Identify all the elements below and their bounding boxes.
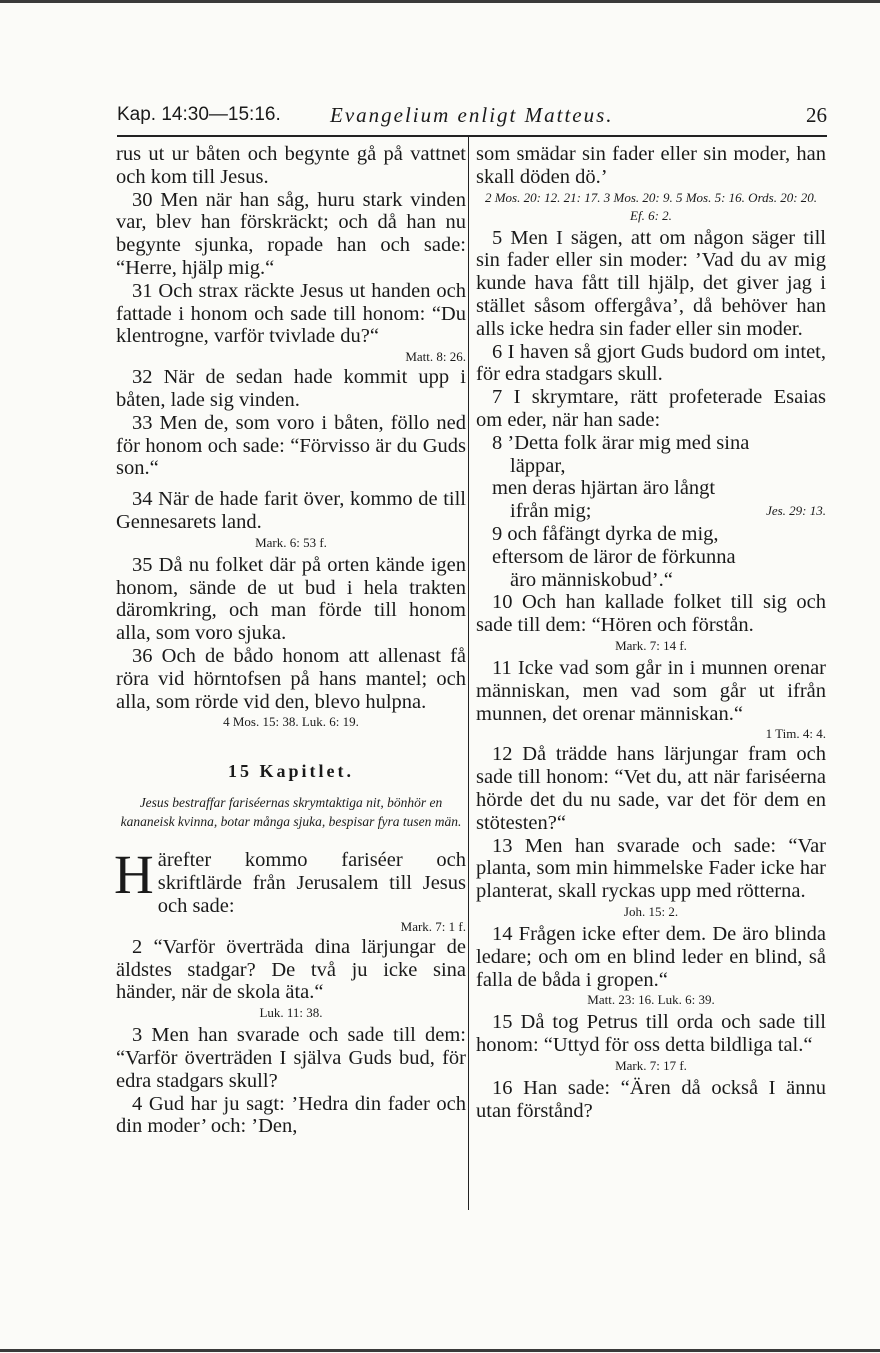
verse-1 <box>114 844 466 917</box>
top-border-rule <box>0 0 880 3</box>
left-column <box>116 143 466 1138</box>
page-header <box>117 100 827 130</box>
verse-10: 10 Och han kallade folket till sig och sade till dem: “Hören och förstån. <box>476 591 826 637</box>
chapter-summary: Jesus bestraffar fariséernas skrymtaktiga nit, bönhör en kananeisk kvinna, botar många sjuka, bespisar fyra tusen män. <box>120 795 462 830</box>
header-rule <box>117 135 827 137</box>
cross-reference: Matt. 23: 16. Luk. 6: 39. <box>587 992 715 1008</box>
right-column <box>476 143 826 1122</box>
verse-11: 11 Icke vad som går in i munnen orenar människan, men vad som går ut ifrån munnen, det orenar människan.“ <box>476 656 826 725</box>
chapter-title: 15 Kapitlet. <box>228 761 354 782</box>
verse-3: 3 Men han svarade och sade till dem: “Varför överträden I själva Guds bud, för edra stadgars skull? <box>116 1024 466 1092</box>
verse-9-line-3: äro människobud’.“ <box>510 568 673 591</box>
verse-36: 36 Och de bådo honom att allenast få röra vid hörntofsen på hans mantel; och alla, som rörde vid den, blevo hulpna. <box>116 644 466 713</box>
column-divider <box>468 137 469 1210</box>
verse-30: 30 Men när han såg, huru stark vinden var, blev han förskräckt; och då han nu begynte sjunka, ropade han och sade: “Herre, hjälp mig.“ <box>116 188 466 279</box>
cross-reference: Matt. 8: 26. <box>405 349 466 365</box>
cross-reference: 4 Mos. 15: 38. Luk. 6: 19. <box>223 714 359 730</box>
spacer <box>116 480 466 488</box>
verse-8-line-3: men deras hjärtan äro långt <box>492 477 716 500</box>
verse-continuation: rus ut ur båten och begynte gå på vattnet och kom till Jesus. <box>116 143 466 188</box>
verse-12: 12 Då trädde hans lärjungar fram och sade till honom: “Vet du, att när fariséerna hörde det du nu sade, var det för dem en stötesten?“ <box>476 743 826 834</box>
verse-35: 35 Då nu folket där på orten kände igen honom, sände de ut bud i hela trakten däromkring, och man förde till honom alla, som voro sjuka. <box>116 553 466 645</box>
verse-4: 4 Gud har ju sagt: ’Hedra din fader och din moder’ och: ’Den, <box>116 1092 466 1138</box>
verse-14: 14 Frågen icke efter dem. De äro blinda ledare; och om en blind leder en blind, så falla de båda i gropen.“ <box>476 922 826 991</box>
drop-cap: H <box>114 844 154 906</box>
verse-8-line-1: 8 ’Detta folk ärar mig med sina <box>492 431 750 454</box>
cross-reference: Mark. 7: 14 f. <box>615 637 687 653</box>
chapter-range: Kap. 14:30—15:16. <box>117 104 281 125</box>
cross-reference: Joh. 15: 2. <box>623 903 679 919</box>
verse-15: 15 Då tog Petrus till orda och sade till honom: “Uttyd för oss detta bildliga tal.“ <box>476 1011 826 1057</box>
verse-33: 33 Men de, som voro i båten, föllo ned för honom och sade: “Förvisso är du Guds son.“ <box>116 411 466 480</box>
verse-5: 5 Men I sägen, att om någon säger till sin fader eller sin moder: ’Vad du av mig kunde hava fått till hjälp, det giver jag i stället såsom offergåva’, då behöver han alls icke hedra sin fader eller sin moder. <box>476 226 826 340</box>
cross-reference: Luk. 11: 38. <box>259 1005 323 1021</box>
page-number: 26 <box>806 103 827 127</box>
verse-1-text: ärefter kommo fariséer och skriftlärde från Jerusalem till Jesus och sade: <box>157 849 466 917</box>
verse-9-line-1: 9 och fåfängt dyrka de mig, <box>492 522 719 545</box>
verse-8-line-4-text: ifrån mig; <box>510 500 592 523</box>
verse-8-line-2: läppar, <box>510 454 566 477</box>
cross-reference: Jes. 29: 13. <box>766 503 826 519</box>
cross-reference: Mark. 6: 53 f. <box>255 534 327 550</box>
verse-7: 7 I skrymtare, rätt profeterade Esaias om eder, när han sade: <box>476 386 826 431</box>
verse-continuation: som smädar sin fader eller sin moder, han skall döden dö.’ <box>476 143 826 188</box>
verse-8-line-4 <box>476 500 826 523</box>
verse-31: 31 Och strax räckte Jesus ut handen och fattade i honom och sade till honom: “Du klentrogne, varför tvivlade du?“ <box>116 279 466 348</box>
verse-2: 2 “Varför överträda dina lärjungar de äldstes stadgar? De två ju icke sina händer, när de skola äta.“ <box>116 935 466 1004</box>
cross-reference: Mark. 7: 1 f. <box>400 918 466 934</box>
bottom-border-rule <box>0 1349 880 1352</box>
verse-6: 6 I haven så gjort Guds budord om intet, för edra stadgars skull. <box>476 340 826 386</box>
cross-reference: 2 Mos. 20: 12. 21: 17. 3 Mos. 20: 9. 5 Mos. 5: 16. Ords. 20: 20. Ef. 6: 2. <box>484 189 818 223</box>
cross-reference: Mark. 7: 17 f. <box>615 1057 687 1073</box>
cross-reference: 1 Tim. 4: 4. <box>765 726 826 742</box>
book-title: Evangelium enligt Matteus. <box>330 103 614 127</box>
verse-13: 13 Men han svarade och sade: “Var planta, som min himmelske Fader icke har planterat, skall ryckas upp med rötterna. <box>476 834 826 903</box>
verse-9-line-2: eftersom de läror de förkunna <box>492 545 736 568</box>
verse-16: 16 Han sade: “Ären då också I ännu utan förstånd? <box>476 1076 826 1122</box>
verse-32: 32 När de sedan hade kommit upp i båten, lade sig vinden. <box>116 366 466 411</box>
verse-34: 34 När de hade farit över, kommo de till Gennesarets land. <box>116 488 466 533</box>
